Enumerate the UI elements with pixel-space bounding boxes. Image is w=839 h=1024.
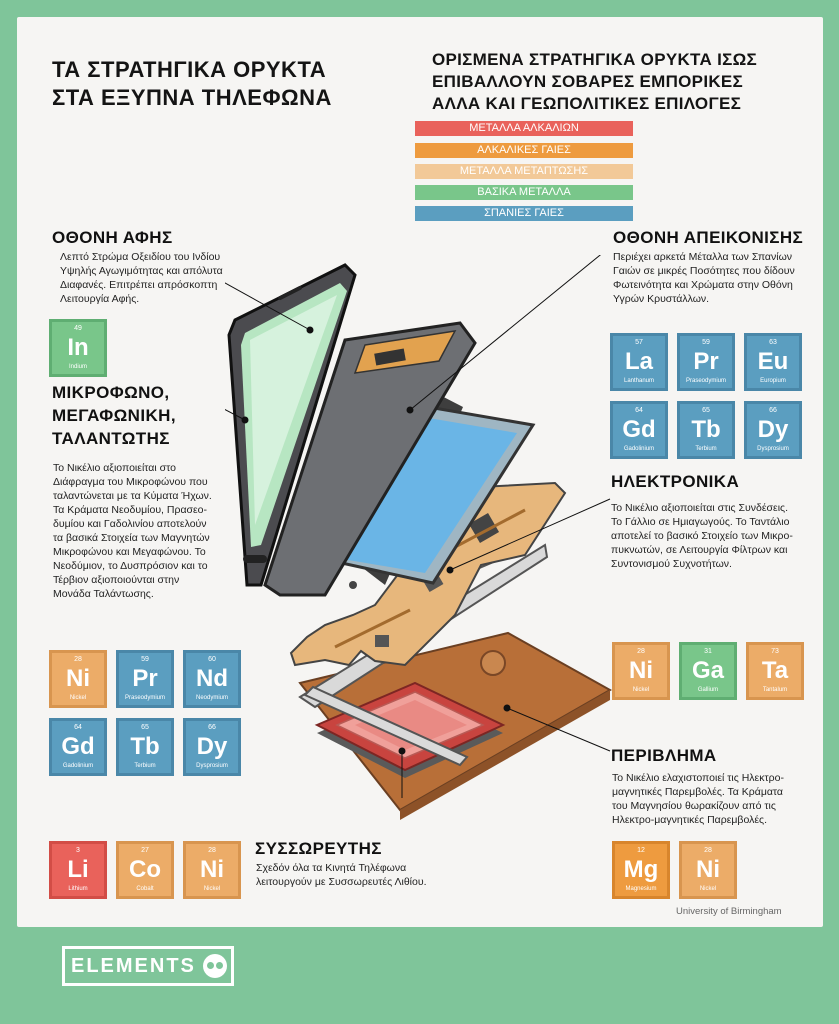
element-name: Lanthanum — [623, 378, 655, 384]
element-tile-mg — [612, 841, 670, 899]
mic-text — [53, 461, 212, 601]
legend-basic-metals — [415, 185, 633, 200]
element-name: Dysprosium — [196, 763, 228, 769]
element-tile-ta — [746, 642, 804, 700]
text-line: μαγνητικές Παρεμβολές. Τα Κράματα — [612, 786, 784, 798]
element-tile-ni — [49, 650, 107, 708]
heading-line: ΤΑΛΑΝΤΩΤΗΣ — [52, 429, 170, 448]
source-credit: University of Birmingham — [676, 906, 782, 917]
element-symbol: Gd — [61, 733, 95, 760]
legend-label: ΒΑΣΙΚΑ ΜΕΤΑΛΛΑ — [477, 186, 571, 198]
legend-alkali-metals — [415, 121, 633, 136]
element-name: Praseodymium — [124, 695, 165, 701]
atomic-number: 65 — [141, 724, 149, 731]
element-name: Cobalt — [136, 886, 154, 892]
atomic-number: 28 — [208, 847, 216, 854]
atomic-number: 49 — [74, 325, 82, 332]
element-symbol: Dy — [757, 416, 789, 443]
element-symbol: Tb — [691, 416, 721, 443]
subtitle-line-3: ΑΛΛΑ ΚΑΙ ΓΕΩΠΟΛΙΤΙΚΕΣ ΕΠΙΛΟΓΕΣ — [432, 94, 742, 113]
text-line: Σχεδόν όλα τα Κινητά Τηλέφωνα — [256, 862, 407, 874]
battery-text — [256, 861, 427, 889]
display-text — [613, 250, 795, 306]
legend-transition-metals — [415, 164, 633, 179]
element-name: Praseodymium — [685, 378, 726, 384]
element-name: Terbium — [134, 763, 156, 769]
mic-heading — [52, 381, 176, 450]
text-line: Περιέχει αρκετά Μέταλλα των Σπανίων — [613, 251, 793, 263]
element-name: Dysprosium — [757, 446, 789, 452]
legend-label: ΜΕΤΑΛΛΑ ΑΛΚΑΛΙΩΝ — [469, 122, 579, 134]
text-line: Μικροφώνου και Μεγαφώνου. Το — [53, 546, 206, 558]
legend-label: ΜΕΤΑΛΛΑ ΜΕΤΑΠΤΩΣΗΣ — [459, 165, 589, 177]
element-symbol: Ni — [629, 657, 653, 684]
text-line: Διαφανές. Επιτρέπει απρόσκοπτη — [60, 279, 218, 291]
element-symbol: Ta — [761, 657, 789, 684]
text-line: αποτελεί το βασικό Στοιχείο των Μικρο- — [611, 530, 793, 542]
atomic-number: 65 — [702, 407, 710, 414]
element-tile-pr — [677, 333, 735, 391]
element-name: Europium — [760, 378, 786, 384]
element-name: Indium — [68, 364, 87, 370]
element-name: Nickel — [203, 886, 221, 892]
text-line: Συντονισμού Συχνοτήτων. — [611, 558, 732, 570]
element-tile-tb — [116, 718, 174, 776]
text-line: ταλαντώνεται με τα Κύματα Ήχων. — [53, 490, 212, 502]
atomic-number: 57 — [635, 339, 643, 346]
element-name: Tantalum — [762, 687, 788, 693]
text-line: Λειτουργία Αφής. — [60, 293, 140, 305]
element-tile-ni — [183, 841, 241, 899]
element-tile-gd — [49, 718, 107, 776]
title-line-1: ΤΑ ΣΤΡΑΤΗΓΙΚΑ ΟΡΥΚΤΑ — [52, 57, 327, 82]
element-symbol: Tb — [130, 733, 160, 760]
element-tile-tb — [677, 401, 735, 459]
element-tile-ni — [679, 841, 737, 899]
brand-text: ELEMENTS — [71, 955, 196, 977]
atomic-number: 28 — [74, 656, 82, 663]
atomic-number: 28 — [704, 847, 712, 854]
element-symbol: Pr — [693, 348, 719, 375]
brand-icon — [203, 954, 227, 978]
title-line-2: ΣΤΑ ΕΞΥΠΝΑ ΤΗΛΕΦΩΝΑ — [52, 85, 332, 110]
element-tile-ga — [679, 642, 737, 700]
text-line: Γαιών σε μικρές Ποσότητες που δίδουν — [613, 265, 795, 277]
subtitle-line-1: ΟΡΙΣΜΕΝΑ ΣΤΡΑΤΗΓΙΚΑ ΟΡΥΚΤΑ ΙΣΩΣ — [432, 50, 758, 69]
element-tile-dy — [744, 401, 802, 459]
element-tile-co — [116, 841, 174, 899]
display-heading: ΟΘΟΝΗ ΑΠΕΙΚΟΝΙΣΗΣ — [613, 228, 804, 247]
atomic-number: 27 — [141, 847, 149, 854]
element-symbol: Dy — [196, 733, 228, 760]
atomic-number: 31 — [704, 648, 712, 655]
element-symbol: Gd — [622, 416, 656, 443]
element-name: Lithium — [68, 886, 88, 892]
atomic-number: 63 — [769, 339, 777, 346]
element-symbol: Nd — [196, 665, 228, 692]
elements-logo — [62, 946, 234, 986]
element-name: Magnesium — [625, 886, 657, 892]
text-line: Το Νικέλιο αξιοποιείται στις Συνδέσεις. — [611, 502, 789, 514]
element-name: Nickel — [699, 886, 717, 892]
casing-heading: ΠΕΡΙΒΛΗΜΑ — [611, 746, 717, 765]
text-line: Λεπτό Στρώμα Οξειδίου του Ινδίου — [60, 251, 221, 263]
atomic-number: 3 — [76, 847, 80, 854]
element-symbol: Ni — [200, 856, 224, 883]
text-line: Το Νικέλιο ελαχιστοποιεί τις Ηλεκτρο- — [612, 772, 784, 784]
touch-text — [60, 250, 223, 306]
element-symbol: Li — [67, 856, 89, 883]
element-symbol: Ga — [691, 657, 724, 684]
text-line: Υψηλής Αγωγιμότητας και απόλυτα — [60, 265, 223, 277]
atomic-number: 73 — [771, 648, 779, 655]
element-name: Terbium — [695, 446, 717, 452]
element-name: Gadolinium — [62, 763, 94, 769]
element-tile-pr — [116, 650, 174, 708]
element-symbol: Mg — [623, 856, 659, 883]
text-line: Το Γάλλιο σε Ημιαγωγούς. Το Ταντάλιο — [611, 516, 790, 528]
electronics-text — [611, 501, 793, 571]
electronics-heading: ΗΛΕΚΤΡΟΝΙΚΑ — [611, 472, 740, 491]
exploded-phone-illustration — [225, 255, 625, 835]
element-name: Gadolinium — [623, 446, 655, 452]
text-line: τα βασικά Στοιχεία των Μαγνητών — [53, 532, 210, 544]
element-symbol: Ni — [66, 665, 90, 692]
casing-text — [612, 771, 784, 827]
atomic-number: 59 — [702, 339, 710, 346]
element-name: Nickel — [632, 687, 650, 693]
battery-heading: ΣΥΣΣΩΡΕΥΤΗΣ — [255, 839, 382, 858]
text-line: δυμίου και Γαδολινίου αποτελούν — [53, 518, 207, 530]
heading-line: ΜΙΚΡΟΦΩΝΟ, — [52, 383, 170, 402]
element-name: Nickel — [69, 695, 87, 701]
element-name: Neodymium — [195, 695, 228, 701]
element-symbol: Pr — [132, 665, 158, 692]
text-line: Υγρών Κρυστάλλων. — [613, 293, 710, 305]
atomic-number: 12 — [637, 847, 645, 854]
text-line: Τα Κράματα Νεοδυμίου, Πρασεο- — [53, 504, 208, 516]
element-symbol: Co — [129, 856, 161, 883]
legend-label: ΣΠΑΝΙΕΣ ΓΑΙΕΣ — [484, 207, 564, 219]
atomic-number: 28 — [637, 648, 645, 655]
atomic-number: 66 — [208, 724, 216, 731]
element-symbol: Eu — [757, 348, 789, 375]
text-line: Τέρβιον αξιοποιούνται στην — [53, 574, 180, 586]
text-line: πυκνωτών, σε Λειτουργία Φίλτρων και — [611, 544, 788, 556]
element-symbol: In — [67, 334, 89, 361]
element-tile-li — [49, 841, 107, 899]
atomic-number: 59 — [141, 656, 149, 663]
text-line: Φωτεινότητα και Χρώματα στην Οθόνη — [613, 279, 793, 291]
text-line: Διάφραγμα του Μικροφώνου που — [53, 476, 208, 488]
atomic-number: 66 — [769, 407, 777, 414]
text-line: λειτουργούν με Συσσωρευτές Λιθίου. — [256, 876, 427, 888]
text-line: Ηλεκτρο-μαγνητικές Παρεμβολές. — [612, 814, 768, 826]
atomic-number: 60 — [208, 656, 216, 663]
text-line: του Μαγνησίου θωρακίζουν από τις — [612, 800, 776, 812]
legend-alkaline-earths — [415, 143, 633, 158]
text-line: Νεοδύμιον, το Δυσπρόσιον και το — [53, 560, 208, 572]
element-symbol: La — [624, 348, 653, 375]
subtitle-line-2: ΕΠΙΒΑΛΛΟΥΝ ΣΟΒΑΡΕΣ ΕΜΠΟΡΙΚΕΣ — [432, 72, 744, 91]
touch-heading: ΟΘΟΝΗ ΑΦΗΣ — [52, 228, 173, 247]
element-name: Gallium — [697, 687, 719, 693]
text-line: Το Νικέλιο αξιοποιείται στο — [53, 462, 176, 474]
legend-rare-earths — [415, 206, 633, 221]
heading-line: ΜΕΓΑΦΩΝΙΚΗ, — [52, 406, 176, 425]
atomic-number: 64 — [635, 407, 643, 414]
atomic-number: 64 — [74, 724, 82, 731]
element-symbol: Ni — [696, 856, 720, 883]
legend-label: ΑΛΚΑΛΙΚΕΣ ΓΑΙΕΣ — [477, 144, 571, 156]
element-tile-in — [49, 319, 107, 377]
element-tile-eu — [744, 333, 802, 391]
text-line: Μονάδα Ταλάντωσης. — [53, 588, 154, 600]
